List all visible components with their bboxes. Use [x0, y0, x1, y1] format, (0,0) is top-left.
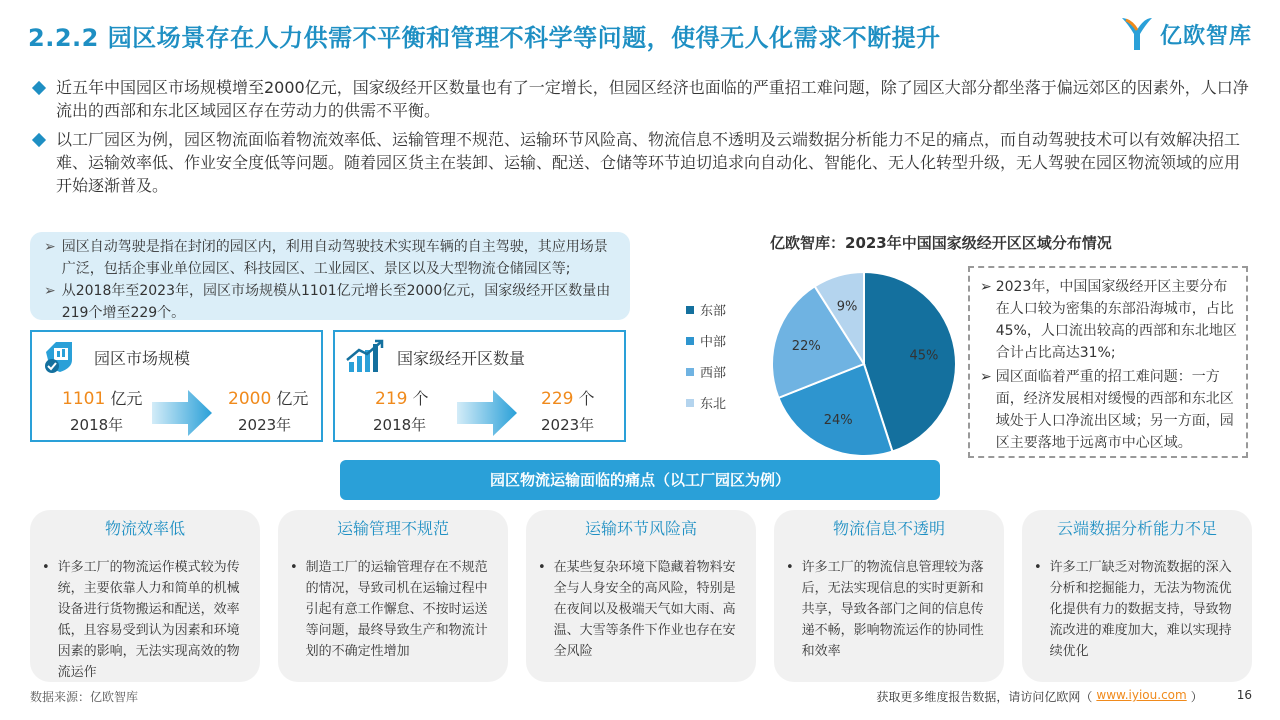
card-header	[345, 338, 525, 376]
note-text: 园区面临着严重的招工难问题：一方面，经济发展相对缓慢的西部和东北区域处于人口净流出区域；另一方面，园区主要落地于远离市中心区域。	[995, 369, 1234, 451]
pain-point-text: 许多工厂缺乏对物流数据的深入分析和挖掘能力，无法为物流优化提供有力的数据支持，导致物流改进的难度加大，难以实现持续优化	[1049, 560, 1232, 659]
pie-label: 24%	[823, 412, 853, 428]
pain-point-text: 许多工厂的物流运作模式较为传统，主要依靠人力和简单的机械设备进行货物搬运和配送，效率低，且容易受到认为因素和环境因素的影响，无法实现高效的物流运作	[57, 560, 240, 680]
note-text: 2023年，中国国家级经开区主要分布在人口较为密集的东部沿海城市，占比45%，人口流出较高的西部和东北地区合计占比高达31%;	[995, 279, 1237, 361]
pain-point-title: 运输环节风险高	[584, 519, 697, 538]
pain-point-card	[526, 510, 756, 682]
pain-point-card	[774, 510, 1004, 682]
chevron-right-icon: ➢	[980, 279, 992, 295]
pain-point-card	[30, 510, 260, 682]
value-2018: 219 个	[375, 389, 429, 409]
bullet-text: 近五年中国园区市场规模增至2000亿元，国家级经开区数量也有了一定增长，但园区经济也面临的严重招工难问题，除了园区大部分都坐落于偏远郊区的因素外，人口净流出的西部和东北区域园区存在劳动力的供需不平衡。	[56, 78, 1249, 120]
bullet-dot-icon: •	[290, 560, 298, 575]
legend-swatch	[686, 399, 694, 407]
yiou-logo-icon	[1120, 14, 1154, 54]
chevron-right-icon: ➢	[44, 239, 56, 255]
data-source: 数据来源：亿欧智库	[30, 690, 139, 704]
pain-point-card	[278, 510, 508, 682]
pie-label: 22%	[791, 339, 821, 355]
footer-more: 获取更多维度报告数据，请访问亿欧网（ www.iyiou.com ） 16	[876, 688, 1252, 704]
chart-title: 亿欧智库：2023年中国国家级经开区区域分布情况	[770, 234, 1112, 252]
diamond-bullet-icon	[32, 81, 46, 95]
pain-point-text: 制造工厂的运输管理存在不规范的情况，导致司机在运输过程中引起有意工作懈怠、不按时运送等问题，最终导致生产和物流计划的不确定性增加	[305, 560, 488, 659]
legend-item: 西部	[686, 362, 726, 381]
arrow-right-icon	[152, 390, 212, 436]
pain-point-text: 许多工厂的物流信息管理较为落后，无法实现信息的实时更新和共享，导致各部门之间的信息传递不畅，影响物流运作的协同性和效率	[801, 560, 984, 659]
intro-bullets	[30, 76, 1255, 203]
pie-label: 45%	[909, 348, 939, 364]
value-2018: 1101 亿元	[62, 389, 143, 409]
legend-item: 东北	[686, 393, 726, 412]
arrow-right-icon	[457, 390, 517, 436]
info-text: 园区自动驾驶是指在封闭的园区内，利用自动驾驶技术实现车辆的自主驾驶，其应用场景广泛，包括企事业单位园区、科技园区、工业园区、景区以及大型物流仓储园区等;	[61, 239, 608, 277]
card-header	[42, 338, 190, 376]
legend-swatch	[686, 368, 694, 376]
legend-swatch	[686, 306, 694, 314]
definition-box	[30, 232, 630, 320]
chevron-right-icon: ➢	[980, 369, 992, 385]
pain-point-title: 物流效率低	[104, 519, 185, 538]
market-size-card	[30, 330, 323, 442]
bullet-dot-icon: •	[538, 560, 546, 575]
value-2023: 2000 亿元	[228, 389, 309, 409]
zone-count-card	[333, 330, 626, 442]
bullet-dot-icon: •	[42, 560, 50, 575]
chevron-right-icon: ➢	[44, 283, 56, 299]
pain-points-banner: 园区物流运输面临的痛点（以工厂园区为例）	[340, 460, 940, 500]
year-label: 2018年	[70, 416, 124, 434]
logo	[1120, 14, 1252, 54]
card-title: 园区市场规模	[94, 348, 191, 368]
pain-point-text: 在某些复杂环境下隐藏着物料安全与人身安全的高风险，特别是在夜间以及极端天气如大雨、高温、大雪等条件下作业也存在安全风险	[553, 560, 736, 659]
value-2023: 229 个	[541, 389, 595, 409]
diamond-bullet-icon	[32, 133, 46, 147]
intro-bullet	[30, 128, 1255, 197]
iyiou-link[interactable]: www.iyiou.com	[1096, 688, 1187, 702]
growth-chart-icon	[345, 338, 387, 376]
pain-point-title: 运输管理不规范	[336, 519, 449, 538]
pie-label: 9%	[836, 299, 858, 315]
legend-item: 中部	[686, 331, 726, 350]
region-pie-chart	[766, 266, 962, 462]
info-line	[44, 236, 616, 280]
page-number: 16	[1236, 688, 1252, 702]
page-title: 2.2.2 园区场景存在人力供需不平衡和管理不科学等问题，使得无人化需求不断提升	[28, 24, 941, 52]
bullet-dot-icon: •	[1034, 560, 1042, 575]
logo-text: 亿欧智库	[1159, 23, 1252, 49]
note-line	[980, 276, 1238, 364]
legend-item: 东部	[686, 300, 726, 319]
card-title: 国家级经开区数量	[397, 348, 526, 368]
year-label: 2023年	[541, 416, 595, 434]
year-label: 2018年	[373, 416, 427, 434]
info-text: 从2018年至2023年，园区市场规模从1101亿元增长至2000亿元，国家级经开区数量由219个增至229个。	[61, 283, 611, 321]
chart-notes-box	[968, 266, 1248, 458]
bullet-dot-icon: •	[786, 560, 794, 575]
pain-point-title: 云端数据分析能力不足	[1056, 519, 1217, 538]
note-line	[980, 366, 1238, 454]
pain-point-card	[1022, 510, 1252, 682]
info-line	[44, 280, 616, 324]
pain-point-title: 物流信息不透明	[832, 519, 945, 538]
chart-legend	[686, 300, 726, 424]
legend-swatch	[686, 337, 694, 345]
shield-check-icon	[42, 338, 84, 376]
year-label: 2023年	[238, 416, 292, 434]
intro-bullet	[30, 76, 1255, 122]
bullet-text: 以工厂园区为例，园区物流面临着物流效率低、运输管理不规范、运输环节风险高、物流信息不透明及云端数据分析能力不足的痛点，而自动驾驶技术可以有效解决招工难、运输效率低、作业安全度低等问题。随着园区货主在装卸、运输、配送、仓储等环节迫切追求向自动化、智能化、无人化转型升级，无人驾驶在园区物流领域的应用开始逐渐普及。	[56, 130, 1241, 195]
